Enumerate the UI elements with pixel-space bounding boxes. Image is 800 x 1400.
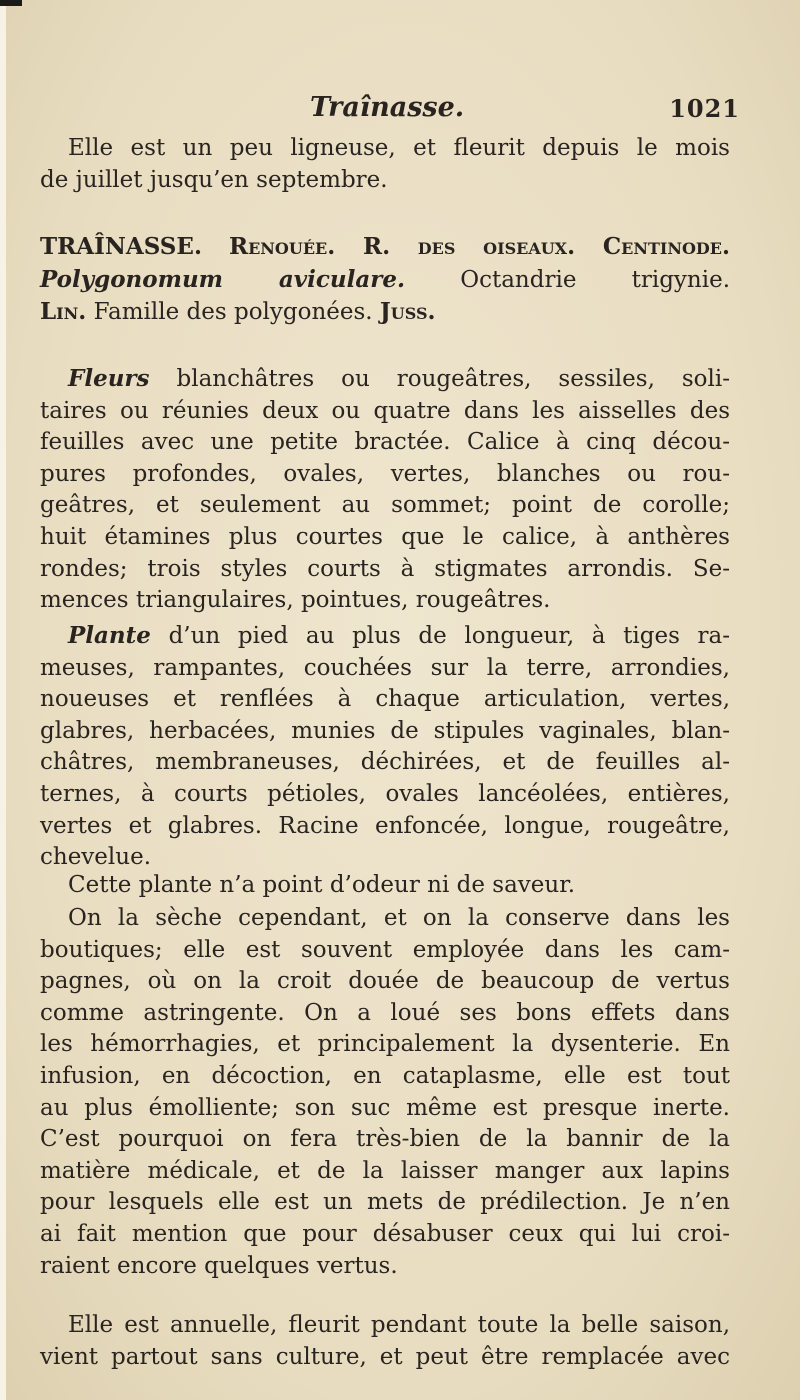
latin-name: Polygonomum aviculare. [40,265,406,293]
text-line: huit étamines plus courtes que le calice, à anthères [40,523,730,550]
page-header [40,92,740,132]
running-title: Traînasse. [310,92,465,123]
text-line: pures profondes, ovales, vertes, blanches ou rou- [40,460,730,487]
usage-paragraph [40,903,730,1282]
page-number: 1021 [669,94,740,123]
text-line: rondes; trois styles courts à stigmates arrondis. Se- [40,555,730,582]
plante-label: Plante [68,622,151,649]
text-line: matière médicale, et de la laisser manger aux lapins [40,1157,730,1184]
text-line: ternes, à courts pétioles, ovales lancéolées, entières, [40,780,730,807]
odeur-paragraph [40,870,730,902]
corner-mark [0,0,22,6]
text-line: C’est pourquoi on fera très-bien de la bannir de la [40,1126,730,1153]
text-line: Elle est un peu ligneuse, et fleurit depuis le mois [68,135,730,161]
text-line: geâtres, et seulement au sommet; point de corolle; [40,492,730,519]
text-line: ai fait mention que pour désabuser ceux qui lui croi- [40,1220,730,1247]
text-line: Fleurs blanchâtres ou rougeâtres, sessiles, soli- [68,365,730,392]
family-name: Famille des polygonées. [93,299,373,326]
entry-line-2 [40,264,730,297]
juss-abbrev: Juss. [379,298,436,326]
entry-synonyms: Renouée. R. des oiseaux. Centinode. [229,233,730,260]
intro-paragraph [40,133,730,196]
entry-name: TRAÎNASSE. [40,233,202,260]
text-line: feuilles avec une petite bractée. Calice à cinq décou- [40,429,730,456]
text-line: vertes et glabres. Racine enfoncée, longue, rougeâtre, [40,812,730,839]
text-line: boutiques; elle est souvent employée dans les cam- [40,936,730,963]
text-line: Plante d’un pied au plus de longueur, à tiges ra- [68,622,730,649]
entry-heading [40,231,730,329]
lin-abbrev: Lin. [40,298,87,326]
text-line: meuses, rampantes, couchées sur la terre, arrondies, [40,654,730,681]
text-line: pour lesquels elle est un mets de prédilection. Je n’en [40,1189,730,1216]
plante-paragraph [40,620,730,874]
text-line: On la sèche cependant, et on la conserve dans les [68,905,730,931]
linnaean-class: Octandrie trigynie. [460,266,731,293]
fleurs-paragraph [40,363,730,617]
text-line: châtres, membraneuses, déchirées, et de feuilles al- [40,749,730,776]
culture-paragraph [40,1310,730,1373]
text-line: taires ou réunies deux ou quatre dans les aisselles des [40,397,730,424]
text-line: comme astringente. On a loué ses bons effets dans [40,999,730,1026]
text-line: pagnes, où on la croit douée de beaucoup de vertus [40,968,730,995]
text-line: mences triangulaires, pointues, rougeâtres. [40,587,551,614]
text-line: infusion, en décoction, en cataplasme, elle est tout [40,1062,730,1089]
text-line: vient partout sans culture, et peut être remplacée avec [40,1343,730,1370]
entry-line-3 [40,296,730,329]
text-line: les hémorrhagies, et principalement la dysenterie. En [40,1031,730,1058]
text-line: Cette plante n’a point d’odeur ni de saveur. [68,872,575,898]
fleurs-label: Fleurs [68,365,150,392]
entry-line-1 [40,231,730,264]
text-line: raient encore quelques vertus. [40,1252,398,1279]
text-line: au plus émolliente; son suc même est presque inerte. [40,1094,730,1121]
text-line: noueuses et renflées à chaque articulation, vertes, [40,686,730,713]
text-line: chevelue. [40,844,152,871]
text-line: glabres, herbacées, munies de stipules vaginales, blan- [40,717,730,744]
text-line: de juillet jusqu’en septembre. [40,166,388,193]
text-line: Elle est annuelle, fleurit pendant toute la belle saison, [68,1312,730,1338]
